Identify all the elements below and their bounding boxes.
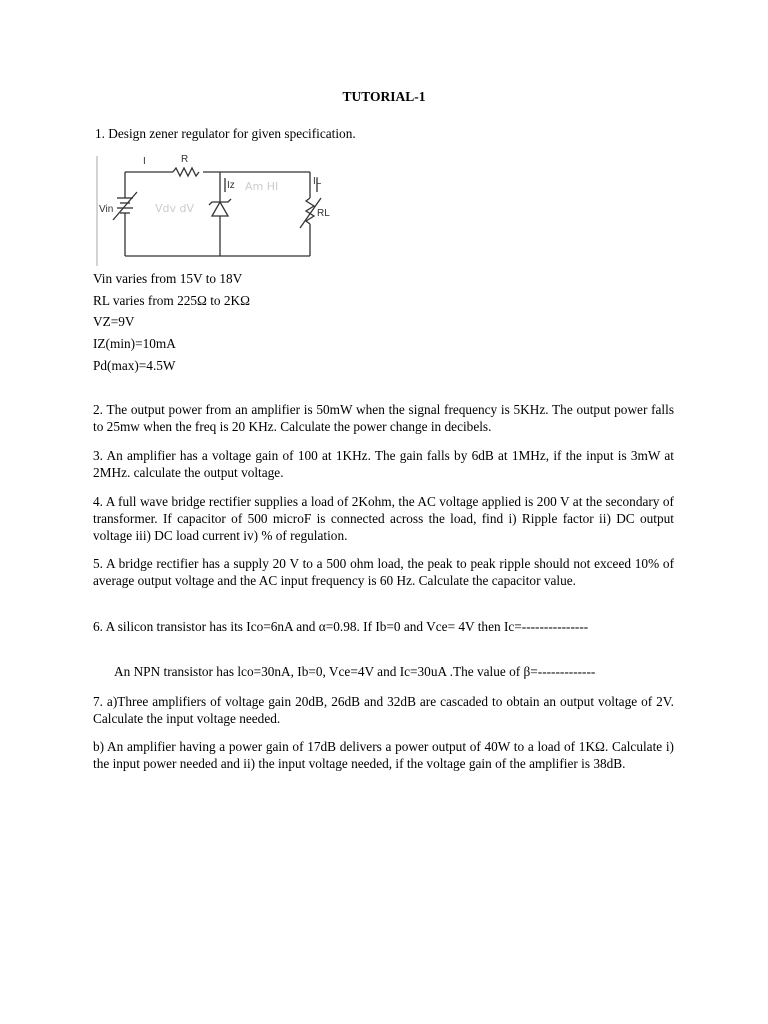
question-2: 2. The output power from an amplifier is 50mW when the signal frequency is 5KHz. The output power falls to 25mw when the freq is 20 KHz. Calculate the power change in decibels. [93,402,674,434]
spec-vin: Vin varies from 15V to 18V [93,271,243,286]
question-7b: b) An amplifier having a power gain of 17dB delivers a power output of 40W to a load of 1KΩ. Calculate i) the input power needed and ii) the input voltage needed, if the voltage gain of the amplifier is 38dB. [93,739,674,771]
zener-diode-icon [212,202,228,216]
question-6: 6. A silicon transistor has its Ico=6nA and α=0.98. If Ib=0 and Vce= 4V then Ic=--------------- [93,619,589,634]
label-input: Vin [99,204,114,215]
svg-text:Am HI: Am HI [245,180,279,193]
label-zener-current: Iz [227,180,235,191]
label-load-current: IL [313,176,322,187]
question-7a: 7. a)Three amplifiers of voltage gain 20dB, 26dB and 32dB are cascaded to obtain an output voltage of 2V. Calculate the input voltage needed. [93,694,674,726]
spec-pd-max: Pd(max)=4.5W [93,357,176,373]
spec-rl: RL varies from 225Ω to 2KΩ [93,292,251,308]
question-4: 4. A full wave bridge rectifier supplies a load of 2Kohm, the AC voltage applied is 200 V at the secondary of transformer. If capacitor of 500 microF is connected across the load, find i) Ripple factor ii) DC output voltage iii) DC load current iv) % of regulation. [93,494,674,543]
svg-text:Vdv dV: Vdv dV [155,202,195,215]
page-title: TUTORIAL-1 [342,89,426,104]
label-resistor: R [181,154,189,165]
question-6b: An NPN transistor has lco=30nA, Ib=0, Vce=4V and Ic=30uA .The value of β=------------- [114,664,596,679]
label-current: I [143,156,146,167]
spec-iz-min: IZ(min)=10mA [93,336,176,352]
question-3: 3. An amplifier has a voltage gain of 100 at 1KHz. The gain falls by 6dB at 1MHz, if the input is 3mW at 2MHz. calculate the output voltage. [93,448,674,480]
label-load: RL [317,208,330,219]
question-5: 5. A bridge rectifier has a supply 20 V to a 500 ohm load, the peak to peak ripple should not exceed 10% of average output voltage and the AC input frequency is 60 Hz. Calculate the capacitor value. [93,556,674,588]
zener-regulator-circuit [95,150,343,268]
spec-vz: VZ=9V [93,314,135,330]
question-1: 1. Design zener regulator for given specification. [95,126,356,141]
load-resistor-icon [306,198,314,224]
resistor-r-icon [173,168,199,176]
q1-specifications [93,270,250,378]
